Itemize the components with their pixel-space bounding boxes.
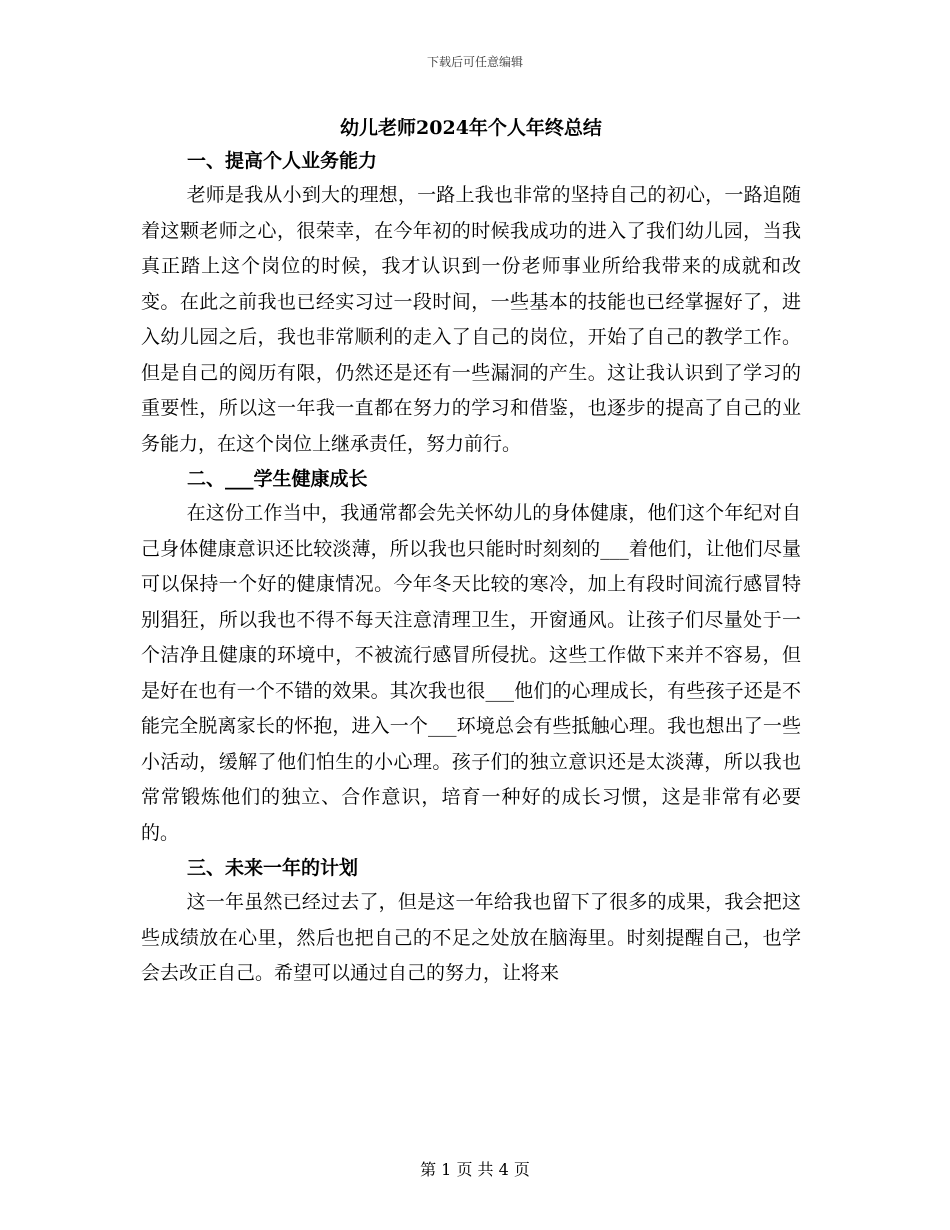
page-footer-number: 第 1 页 共 4 页 — [420, 1160, 530, 1179]
section-heading-1: 一、提高个人业务能力 — [187, 150, 378, 172]
section-heading-3: 三、未来一年的计划 — [187, 857, 359, 879]
section-heading-2: 二、___学生健康成长 — [187, 468, 368, 490]
section-paragraph-2: 在这份工作当中，我通常都会先关怀幼儿的身体健康，他们这个年纪对自己身体健康意识还比较淡薄，所以我也只能时时刻刻的___着他们，让他们尽量可以保持一个好的健康情况。今年冬天比较的寒冷，加上有段时间流行感冒特别猖狂，所以我也不得不每天注意清理卫生，开窗通风。让孩子们尽量处于一个洁净且健康的环境中，不被流行感冒所侵扰。这些工作做下来并不容易，但是好在也有一个不错的效果。其次我也很___他们的心理成长，有些孩子还是不能完全脱离家长的怀抱，进入一个___环境总会有些抵触心理。我也想出了一些小活动，缓解了他们怕生的小心理。孩子们的独立意识还是太淡薄，所以我也常常锻炼他们的独立、合作意识，培育一种好的成长习惯，这是非常有必要的。 — [141, 502, 801, 844]
section-paragraph-1: 老师是我从小到大的理想，一路上我也非常的坚持自己的初心，一路追随着这颗老师之心，很荣幸，在今年初的时候我成功的进入了我们幼儿园，当我真正踏上这个岗位的时候，我才认识到一份老师事业所给我带来的成就和改变。在此之前我也已经实习过一段时间，一些基本的技能也已经掌握好了，进入幼儿园之后，我也非常顺利的走入了自己的岗位，开始了自己的教学工作。但是自己的阅历有限，仍然还是还有一些漏洞的产生。这让我认识到了学习的重要性，所以这一年我一直都在努力的学习和借鉴，也逐步的提高了自己的业务能力，在这个岗位上继承责任，努力前行。 — [141, 184, 801, 455]
section-paragraph-3: 这一年虽然已经过去了，但是这一年给我也留下了很多的成果，我会把这些成绩放在心里，然后也把自己的不足之处放在脑海里。时刻提醒自己，也学会去改正自己。希望可以通过自己的努力，让将来 — [141, 891, 801, 984]
document-title: 幼儿老师2024年个人年终总结 — [340, 117, 602, 139]
document-body — [141, 112, 801, 992]
page-header-note: 下载后可任意编辑 — [426, 55, 523, 69]
